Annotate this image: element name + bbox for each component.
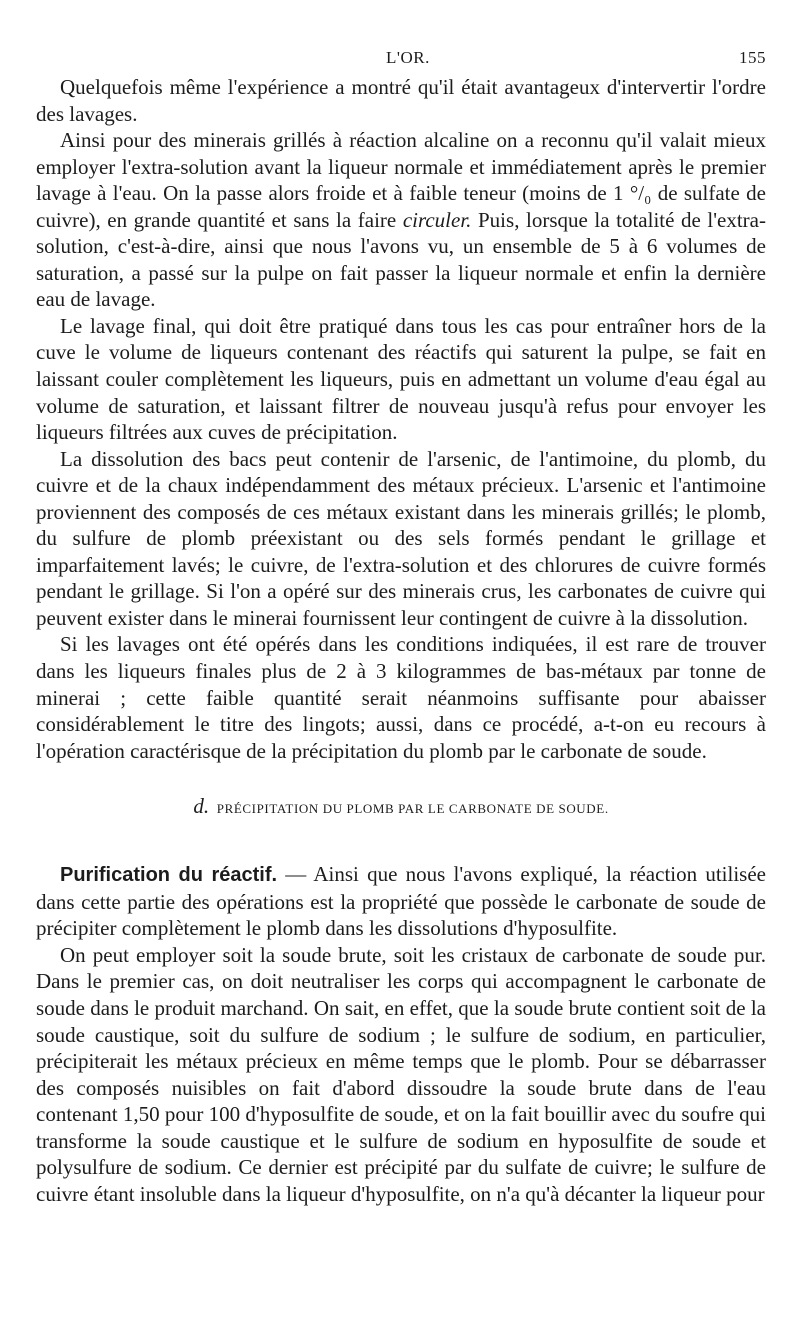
paragraph-text: — Ainsi que nous l'avons expliqué, la réaction utilisée dans cette partie des opérations est la propriété que possède le carbonate de soude de précipiter complètement le plomb dans les dissolutions d'hyposulfite.	[36, 862, 766, 941]
running-title: L'OR.	[386, 48, 430, 67]
section-heading	[36, 796, 766, 819]
paragraph-text: Puis, lorsque la totalité de l'extra-solution, c'est-à-dire, ainsi que nous l'avons vu, un ensemble de 5 à 6 volumes de saturation, a passé sur la pulpe on fait passer la liqueur normale et enfin la dernière eau de lavage.	[36, 207, 766, 312]
paragraph: Quelquefois même l'expérience a montré qu'il était avantageux d'intervertir l'ordre des lavages.	[36, 75, 766, 126]
paragraph	[36, 127, 766, 313]
section-title: PRÉCIPITATION DU PLOMB PAR LE CARBONATE DE SOUDE.	[216, 801, 609, 817]
paragraph: Le lavage final, qui doit être pratiqué dans tous les cas pour entraîner hors de la cuve le volume de liqueurs contenant des réactifs qui saturent la pulpe, se fait en laissant couler complètement les liqueurs, puis en admettant un volume d'eau égal au volume de saturation, et laissant filtrer de nouveau jusqu'à refus pour envoyer les liqueurs filtrées aux cuves de précipitation.	[36, 313, 766, 445]
paragraph	[36, 861, 766, 942]
paragraph-text: Ainsi pour des minerais grillés à réaction alcaline on a reconnu qu'il valait mieux employer l'extra-solution avant la liqueur normale et immédiatement après le premier lavage à l'eau. On la passe alors froide et à faible teneur (moins de 1 °/₀ de sulfate de cuivre), en grande quantité et sans la faire	[36, 128, 766, 232]
paragraph: Si les lavages ont été opérés dans les conditions indiquées, il est rare de trouver dans les liqueurs finales plus de 2 à 3 kilogrammes de bas-métaux par tonne de minerai ; cette faible quantité serait néanmoins suffisante pour abaisser considérablement le titre des lingots; aussi, dans ce procédé, a-t-on eu recours à l'opération caractérisque de la précipitation du plomb par le carbonate de soude.	[36, 632, 766, 763]
running-header	[0, 44, 800, 72]
paragraph: On peut employer soit la soude brute, soit les cristaux de carbonate de soude pur. Dans le premier cas, on doit neutraliser les corps qui accompagnent le carbonate de soude dans le produit marchand. On sait, en effet, que la soude brute contient soit de la soude caustique, soit du sulfure de sodium ; le sulfure de sodium, en particulier, précipiterait les métaux précieux en même temps que le plomb. Pour se débarrasser des composés nuisibles on fait d'abord dissoudre la soude brute dans de l'eau contenant 1,50 pour 100 d'hyposulfite de soude, et on la fait bouillir avec du soufre qui transforme la soude caustique et le sulfure de sodium en hyposulfite de soude et polysulfure de sodium. Ce dernier est précipité par du sulfate de cuivre; le sulfure de cuivre étant insoluble dans la liqueur d'hyposulfite, on n'a qu'à décanter la liqueur pour	[36, 942, 766, 1206]
page-number: 155	[739, 48, 766, 67]
body-text	[36, 74, 766, 1207]
section-letter: d.	[193, 794, 210, 819]
paragraph: La dissolution des bacs peut contenir de l'arsenic, de l'antimoine, du plomb, du cuivre et de la chaux indépendamment des métaux précieux. L'arsenic et l'antimoine proviennent des composés de ces métaux existant dans les minerais grillés; le plomb, du sulfure de plomb préexistant ou des sels formés pendant le grillage et imparfaitement lavés; le cuivre, de l'extra-solution et des chlorures de cuivre formés pendant le grillage. Si l'on a opéré sur des minerais crus, les carbonates de cuivre qui peuvent exister dans le minerai fournissent leur contingent de cuivre à la dissolution.	[36, 446, 766, 630]
runin-heading: Purification du réactif.	[60, 864, 278, 887]
emphasis: circuler.	[402, 207, 472, 232]
